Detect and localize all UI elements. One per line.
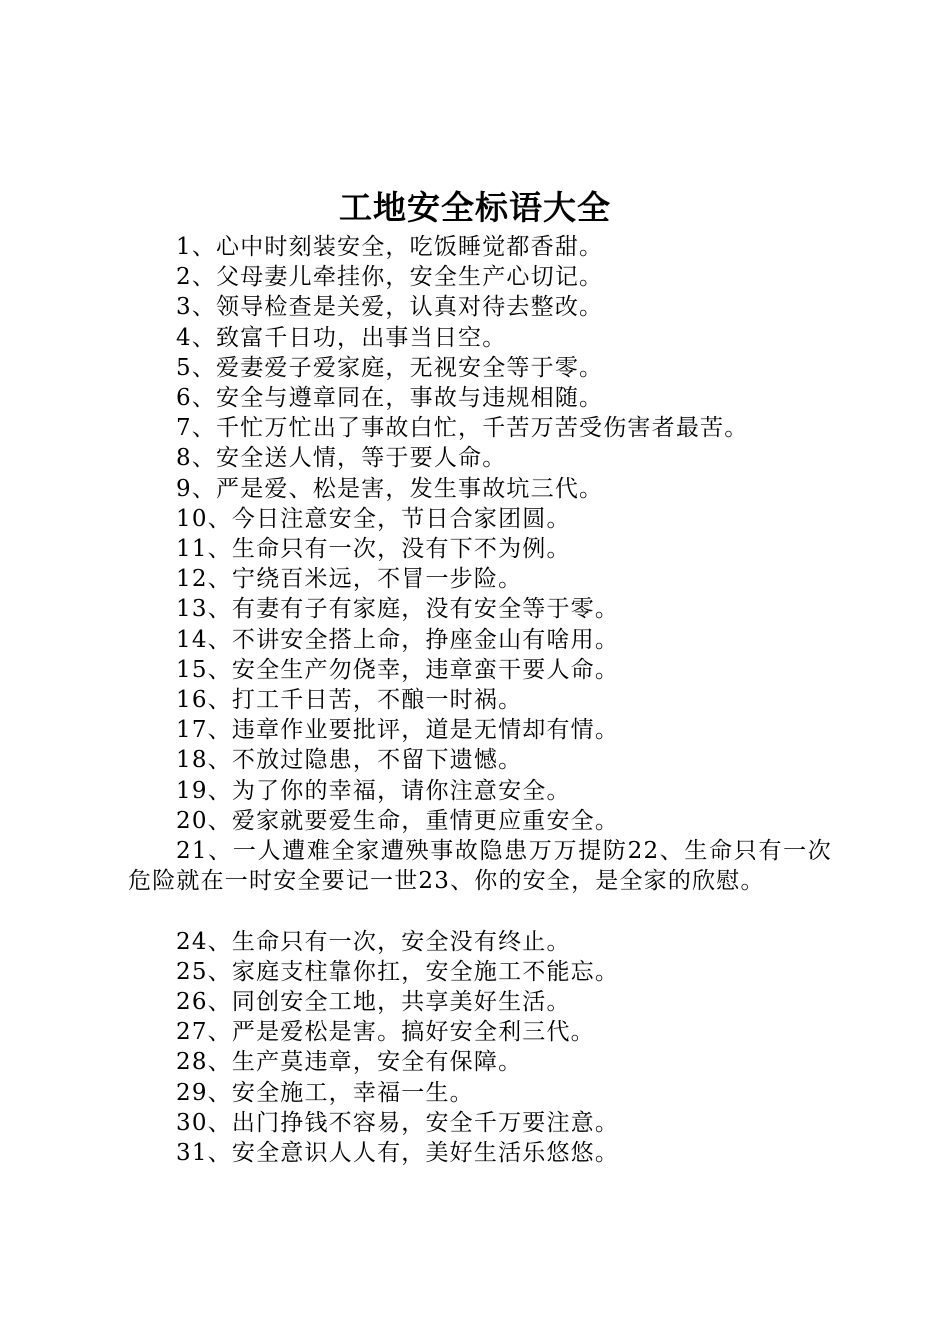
- slogan-line: 25、家庭支柱靠你扛，安全施工不能忘。: [176, 958, 620, 985]
- slogan-line: 9、严是爱、松是害，发生事故坑三代。: [176, 475, 604, 502]
- slogan-line: 7、千忙万忙出了事故白忙，千苦万苦受伤害者最苦。: [176, 415, 749, 442]
- slogan-line: 5、爱妻爱子爱家庭，无视安全等于零。: [176, 354, 604, 381]
- slogan-line: 30、出门挣钱不容易，安全千万要注意。: [176, 1109, 620, 1136]
- slogan-paragraph: 21、一人遭难全家遭殃事故隐患万万提防22、生命只有一次危险就在一时安全要记一世23、你的安全，是全家的欣慰。: [128, 838, 832, 895]
- slogan-line: 19、为了你的幸福，请你注意安全。: [176, 777, 571, 804]
- slogan-line: 18、不放过隐患，不留下遗憾。: [176, 747, 523, 774]
- slogan-line: 2、父母妻儿牵挂你，安全生产心切记。: [176, 264, 604, 291]
- slogan-list: [128, 232, 832, 1168]
- slogan-line: 20、爱家就要爱生命，重情更应重安全。: [176, 807, 620, 834]
- slogan-line: 8、安全送人情，等于要人命。: [176, 445, 507, 472]
- slogan-line: 27、严是爱松是害。搞好安全利三代。: [176, 1019, 595, 1046]
- slogan-line: 11、生命只有一次，没有下不为例。: [176, 536, 571, 563]
- slogan-line: 24、生命只有一次，安全没有终止。: [176, 928, 571, 955]
- slogan-line: 26、同创安全工地，共享美好生活。: [176, 989, 571, 1016]
- slogan-line: 31、安全意识人人有，美好生活乐悠悠。: [176, 1140, 620, 1167]
- slogan-line: 1、心中时刻装安全，吃饭睡觉都香甜。: [176, 234, 604, 260]
- slogan-line: 4、致富千日功，出事当日空。: [176, 324, 507, 351]
- slogan-line: 17、违章作业要批评，道是无情却有情。: [176, 717, 620, 744]
- slogan-line: 14、不讲安全搭上命，挣座金山有啥用。: [176, 626, 620, 653]
- slogan-line: 28、生产莫违章，安全有保障。: [176, 1049, 523, 1076]
- slogan-line: 3、领导检查是关爱，认真对待去整改。: [176, 294, 604, 321]
- slogan-line: 16、打工千日苦，不酿一时祸。: [176, 687, 523, 714]
- slogan-line: 29、安全施工，幸福一生。: [176, 1079, 474, 1106]
- document-title: 工地安全标语大全: [339, 188, 611, 227]
- slogan-line: 10、今日注意安全，节日合家团圆。: [176, 505, 571, 532]
- slogan-line: 15、安全生产勿侥幸，违章蛮干要人命。: [176, 656, 620, 683]
- slogan-line: 13、有妻有子有家庭，没有安全等于零。: [176, 596, 620, 623]
- slogan-line: 6、安全与遵章同在，事故与违规相随。: [176, 385, 604, 412]
- blank-line: [128, 896, 832, 926]
- slogan-line: 12、宁绕百米远，不冒一步险。: [176, 566, 523, 593]
